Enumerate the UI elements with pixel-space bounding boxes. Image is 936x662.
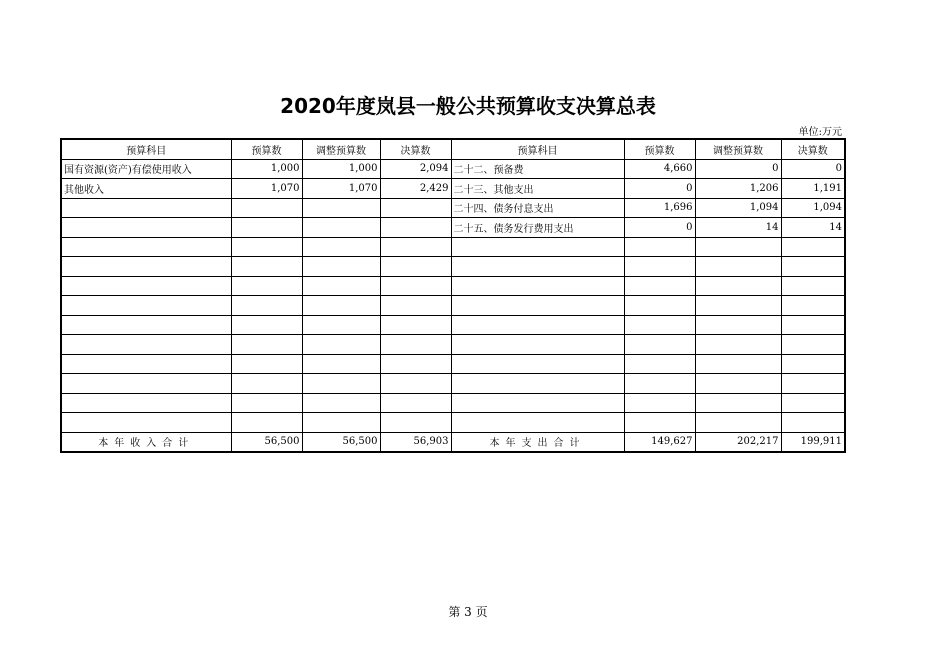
cell-expense-adjusted [695,354,781,374]
cell-expense-subject [451,296,624,316]
cell-income-adjusted: 1,070 [302,179,380,199]
cell-expense-budget: 0 [624,179,695,199]
cell-income-subject [61,198,231,218]
cell-expense-adjusted [695,257,781,277]
cell-income-budget [231,315,302,335]
cell-income-subject [61,257,231,277]
cell-expense-adjusted [695,276,781,296]
table-row [61,374,845,394]
cell-income-subject [61,237,231,257]
cell-income-budget [231,237,302,257]
cell-income-adjusted [302,296,380,316]
cell-expense-final: 1,191 [781,179,845,199]
cell-expense-final [781,315,845,335]
cell-expense-subject [451,413,624,433]
header-income-budget: 预算数 [231,139,302,159]
cell-expense-budget: 4,660 [624,159,695,179]
cell-expense-budget [624,315,695,335]
cell-income-final: 2,094 [380,159,451,179]
cell-expense-subject [451,315,624,335]
header-expense-final: 决算数 [781,139,845,159]
table-row [61,413,845,433]
cell-income-final [380,296,451,316]
cell-expense-adjusted: 1,094 [695,198,781,218]
cell-expense-final [781,335,845,355]
header-row [61,139,845,159]
budget-table [60,138,846,453]
cell-income-adjusted [302,198,380,218]
cell-expense-adjusted [695,374,781,394]
cell-income-final [380,393,451,413]
cell-expense-adjusted [695,296,781,316]
expense-total-final: 199,911 [781,432,845,452]
cell-expense-final [781,237,845,257]
expense-total-budget: 149,627 [624,432,695,452]
cell-expense-final [781,276,845,296]
cell-expense-subject [451,335,624,355]
header-income-adjusted: 调整预算数 [302,139,380,159]
table-row [61,296,845,316]
cell-income-subject: 国有资源(资产)有偿使用收入 [61,159,231,179]
cell-income-final [380,413,451,433]
cell-expense-subject: 二十二、预备费 [451,159,624,179]
cell-expense-final [781,374,845,394]
cell-expense-budget [624,354,695,374]
table-row [61,159,845,179]
cell-expense-adjusted [695,315,781,335]
cell-expense-adjusted [695,335,781,355]
cell-income-subject [61,218,231,238]
header-expense-subject: 预算科目 [451,139,624,159]
cell-expense-subject [451,276,624,296]
cell-expense-adjusted: 1,206 [695,179,781,199]
cell-expense-final [781,257,845,277]
cell-income-adjusted [302,315,380,335]
cell-income-adjusted [302,354,380,374]
cell-expense-subject: 二十五、债务发行费用支出 [451,218,624,238]
cell-income-budget [231,257,302,277]
total-row [61,432,845,452]
cell-income-final [380,276,451,296]
table-row [61,315,845,335]
cell-expense-adjusted: 14 [695,218,781,238]
header-income-subject: 预算科目 [61,139,231,159]
page-number: 第 3 页 [448,605,488,619]
cell-expense-subject [451,354,624,374]
cell-income-final [380,315,451,335]
header-expense-budget: 预算数 [624,139,695,159]
cell-expense-budget [624,296,695,316]
cell-expense-subject: 二十三、其他支出 [451,179,624,199]
cell-expense-final [781,296,845,316]
cell-income-subject [61,315,231,335]
cell-income-adjusted [302,413,380,433]
cell-income-budget [231,374,302,394]
cell-expense-subject: 二十四、债务付息支出 [451,198,624,218]
table-row [61,354,845,374]
table-row [61,276,845,296]
cell-expense-budget [624,237,695,257]
cell-expense-adjusted [695,393,781,413]
expense-total-label: 本年支出合计 [451,432,624,452]
income-total-budget: 56,500 [231,432,302,452]
cell-income-final [380,354,451,374]
cell-expense-budget [624,276,695,296]
cell-expense-budget: 1,696 [624,198,695,218]
cell-income-subject [61,276,231,296]
cell-expense-adjusted [695,413,781,433]
income-total-label: 本年收入合计 [61,432,231,452]
table-row [61,393,845,413]
page-title: 2020年度岚县一般公共预算收支决算总表 [280,94,656,118]
cell-income-adjusted [302,237,380,257]
cell-income-subject [61,393,231,413]
cell-income-budget [231,335,302,355]
cell-income-subject: 其他收入 [61,179,231,199]
table-row [61,218,845,238]
cell-income-subject [61,296,231,316]
table-row [61,257,845,277]
cell-income-adjusted [302,218,380,238]
cell-expense-subject [451,237,624,257]
income-total-final: 56,903 [380,432,451,452]
cell-income-final [380,218,451,238]
cell-income-final: 2,429 [380,179,451,199]
header-expense-adjusted: 调整预算数 [695,139,781,159]
table-row [61,179,845,199]
cell-income-final [380,374,451,394]
cell-income-final [380,237,451,257]
table-body [61,159,845,432]
cell-income-budget [231,413,302,433]
cell-expense-final [781,393,845,413]
cell-expense-final: 14 [781,218,845,238]
cell-expense-final [781,413,845,433]
cell-expense-adjusted: 0 [695,159,781,179]
cell-income-adjusted [302,374,380,394]
cell-income-subject [61,413,231,433]
cell-expense-final: 1,094 [781,198,845,218]
cell-expense-adjusted [695,237,781,257]
cell-income-subject [61,374,231,394]
cell-expense-final: 0 [781,159,845,179]
cell-income-final [380,198,451,218]
cell-income-budget: 1,070 [231,179,302,199]
cell-income-budget [231,218,302,238]
table-row [61,198,845,218]
cell-income-budget [231,198,302,218]
cell-expense-budget [624,257,695,277]
cell-expense-budget [624,393,695,413]
income-total-adjusted: 56,500 [302,432,380,452]
cell-expense-budget [624,374,695,394]
cell-income-budget [231,276,302,296]
cell-income-budget [231,296,302,316]
unit-label: 单位:万元 [798,127,842,138]
cell-expense-subject [451,257,624,277]
cell-income-budget: 1,000 [231,159,302,179]
cell-expense-final [781,354,845,374]
header-income-final: 决算数 [380,139,451,159]
cell-expense-budget: 0 [624,218,695,238]
cell-expense-subject [451,374,624,394]
cell-income-subject [61,354,231,374]
cell-income-budget [231,393,302,413]
cell-income-adjusted [302,335,380,355]
cell-expense-budget [624,413,695,433]
cell-expense-budget [624,335,695,355]
table-row [61,237,845,257]
cell-income-adjusted [302,393,380,413]
cell-income-subject [61,335,231,355]
cell-income-budget [231,354,302,374]
cell-income-adjusted [302,276,380,296]
cell-income-final [380,257,451,277]
cell-income-final [380,335,451,355]
cell-expense-subject [451,393,624,413]
table-row [61,335,845,355]
cell-income-adjusted [302,257,380,277]
cell-income-adjusted: 1,000 [302,159,380,179]
expense-total-adjusted: 202,217 [695,432,781,452]
